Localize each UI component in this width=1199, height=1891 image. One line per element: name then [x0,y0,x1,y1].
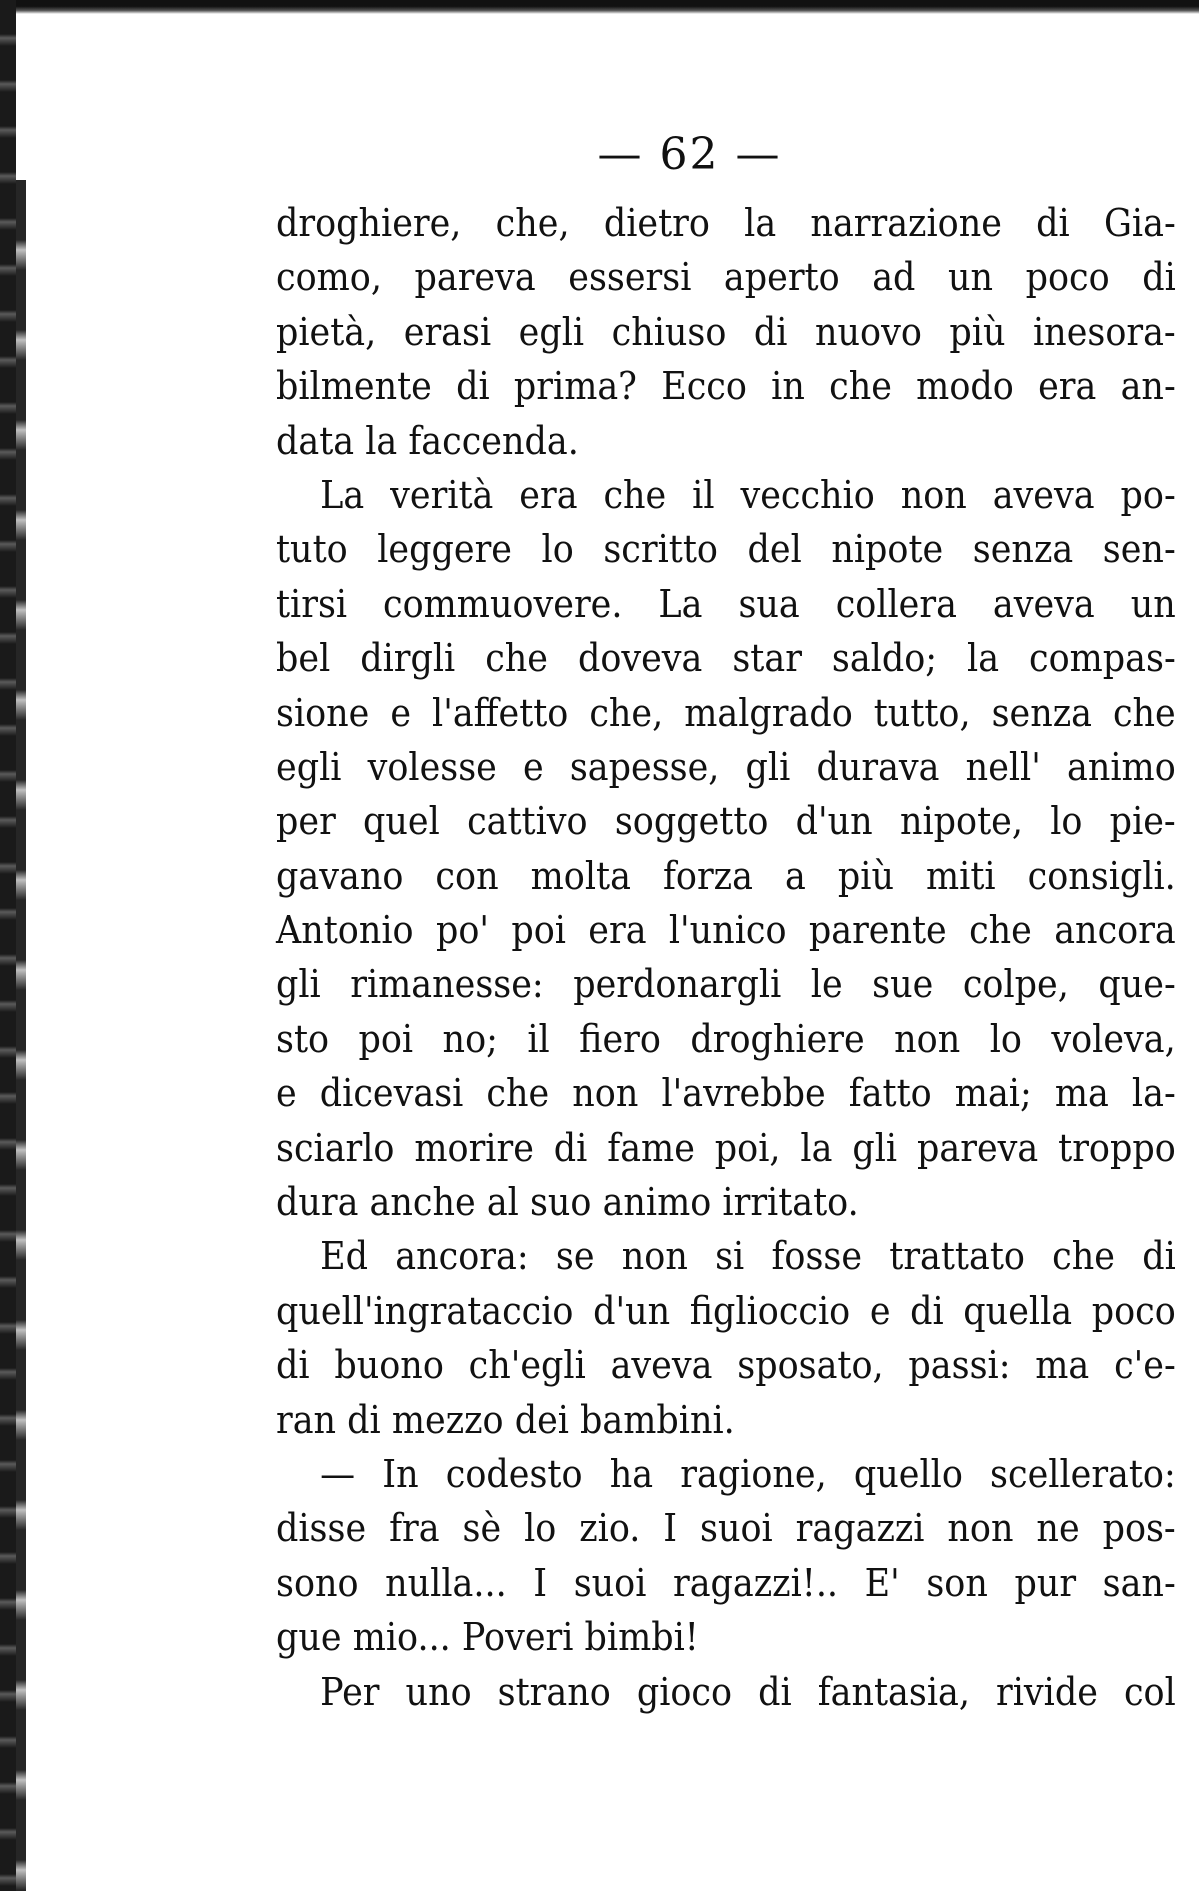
paragraph [276,468,1176,1229]
text-line: e dicevasi che non l'avrebbe fatto mai; ma la- [276,1071,1176,1116]
book-gutter-shadow [16,180,26,1891]
text-line: Ed ancora: se non si fosse trattato che di [320,1234,1176,1279]
text-line: sono nulla... I suoi ragazzi!.. E' son pur san- [276,1560,1176,1605]
text-line: sione e l'affetto che, malgrado tutto, senza che [276,690,1176,735]
text-line: per quel cattivo soggetto d'un nipote, lo pie- [276,799,1176,844]
text-line: ran di mezzo dei bambini. [276,1397,735,1442]
text-line: gavano con molta forza a più miti consigli. [276,853,1176,898]
text-line: Antonio po' poi era l'unico parente che ancora [276,908,1176,953]
page-number: — 62 — [597,129,782,180]
text-line: pietà, erasi egli chiuso di nuovo più inesora- [276,309,1176,354]
text-line: disse fra sè lo zio. I suoi ragazzi non ne pos- [276,1506,1176,1551]
text-line: sto poi no; il fiero droghiere non lo voleva, [276,1016,1176,1061]
text-line: di buono ch'egli aveva sposato, passi: ma c'e- [276,1343,1176,1388]
paragraph [276,1229,1176,1447]
text-line: quell'ingrataccio d'un figlioccio e di quella poco [276,1288,1176,1333]
text-line: sciarlo morire di fame poi, la gli pareva troppo [276,1125,1176,1170]
text-line: data la faccenda. [276,418,579,463]
text-line: droghiere, che, dietro la narrazione di Gia- [276,201,1176,245]
book-spine-shadow [0,0,16,1891]
text-line: — In codesto ha ragione, quello scellerato: [320,1451,1176,1496]
text-line: bilmente di prima? Ecco in che modo era an- [276,364,1176,409]
paragraph [276,1447,1176,1665]
paragraph [276,1665,1176,1719]
page-body-text [276,196,1176,1719]
text-line: tirsi commuovere. La sua collera aveva un [276,581,1176,626]
text-line: dura anche al suo animo irritato. [276,1180,859,1225]
text-line: La verità era che il vecchio non aveva po- [320,472,1176,517]
text-line: tuto leggere lo scritto del nipote senza sen- [276,527,1176,572]
text-line: bel dirgli che doveva star saldo; la compas- [276,636,1176,681]
paragraph [276,196,1176,468]
text-line: Per uno strano gioco di fantasia, rivide col [320,1669,1176,1714]
page-top-edge [0,0,1199,14]
text-line: gli rimanesse: perdonargli le sue colpe, que- [276,962,1176,1007]
text-line: gue mio... Poveri bimbi! [276,1615,699,1660]
text-line: egli volesse e sapesse, gli durava nell' animo [276,744,1176,789]
text-line: como, pareva essersi aperto ad un poco di [276,255,1176,300]
